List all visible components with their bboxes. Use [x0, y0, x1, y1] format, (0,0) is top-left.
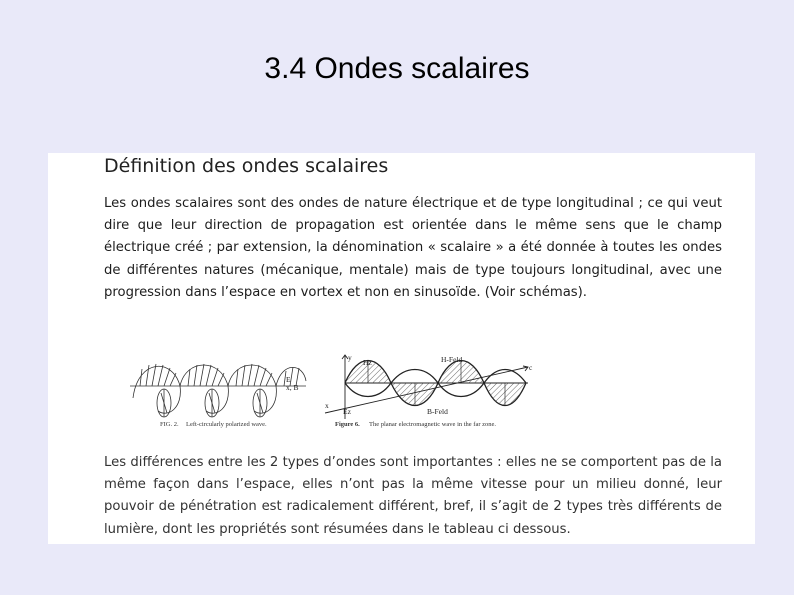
label-e: Ez	[343, 407, 351, 416]
label-c: c	[529, 363, 533, 372]
document-panel	[48, 153, 755, 544]
paragraph-differences: Les différences entre les 2 types d’ondes sont importantes : elles ne se comportent pas de la même façon dans l’espace, elles n’ont pas la même vitesse pour un milieu donné, leur pouvoir de pénétration est radicalement différent, bref, il s’agit de 2 types très différents de lumière, dont les propriétés sont résumées dans le tableau ci dessous.	[104, 455, 722, 537]
vortex-wave-figure	[128, 353, 318, 433]
label-x: x	[325, 401, 329, 410]
vortex-axis-label-top: E	[286, 375, 291, 384]
document-heading: Définition des ondes scalaires	[104, 155, 389, 177]
label-b-field: B-Feld	[427, 407, 448, 416]
label-h-top: Hz	[363, 358, 372, 367]
em-caption-number: Figure 6.	[335, 421, 360, 428]
label-y: y	[348, 353, 352, 362]
label-h-field: H-Feld	[441, 355, 463, 364]
vortex-axis-label: x, B	[286, 383, 299, 392]
paragraph-definition: Les ondes scalaires sont des ondes de nature électrique et de type longitudinal ; ce qui veut dire que leur direction de propagation est orientée dans le même sens que le champ électrique créé ; par extension, la dénomination « scalaire » a été donnée à toutes les ondes de différentes natures (mécanique, mentale) mais de type toujours longitudinal, avec une progression dans l’espace en vortex et non en sinusoïde. (Voir schémas).	[104, 196, 722, 300]
em-wave-figure	[323, 353, 538, 428]
vortex-caption-text: Left-circularly polarized wave.	[186, 421, 267, 428]
em-caption-text: The planar electromagnetic wave in the far zone.	[369, 421, 497, 428]
vortex-caption-number: FIG. 2.	[160, 421, 179, 428]
slide-title: 3.4 Ondes scalaires	[264, 52, 530, 85]
